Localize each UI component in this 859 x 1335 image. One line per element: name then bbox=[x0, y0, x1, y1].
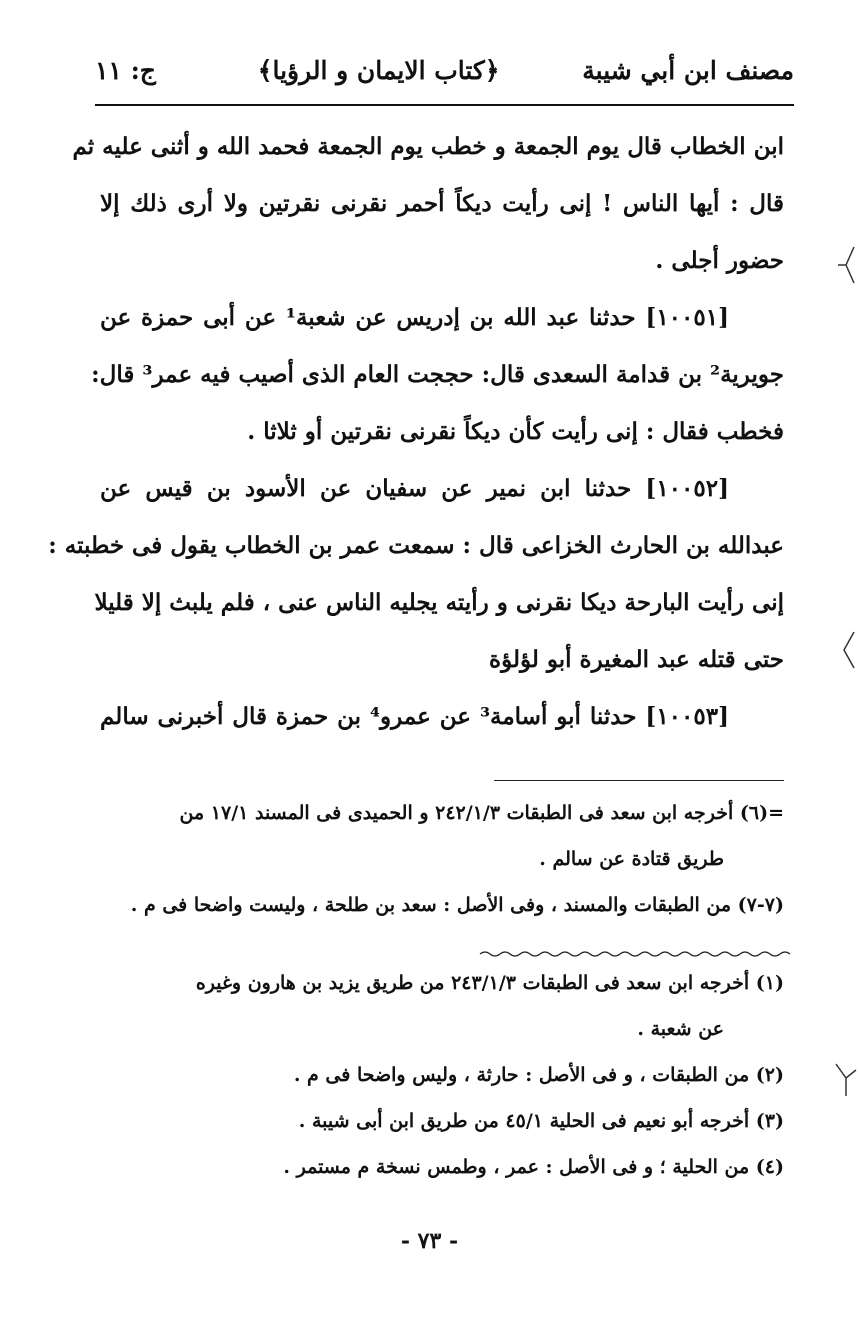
volume-number: ج: ١١ bbox=[95, 55, 156, 85]
margin-mark-icon bbox=[834, 630, 859, 670]
footnotes-previous bbox=[70, 790, 784, 928]
body-line: إنى رأيت البارحة ديكا نقرنى و رأيته يجليه الناس عنى ، فلم يلبث إلا قليلا bbox=[94, 589, 784, 616]
body-line-record-10051: [١٠٠٥١] حدثنا عبد الله بن إدريس عن شعبة¹ عن أبى حمزة عن bbox=[100, 304, 729, 331]
footnote-line: (١) أخرجه ابن سعد فى الطبقات ٢٤٣/١/٣ من طريق يزيد بن هارون وغيره bbox=[195, 972, 784, 994]
footnote-line: =(٦) أخرجه ابن سعد فى الطبقات ٢٤٢/١/٣ و الحميدى فى المسند ١٧/١ من bbox=[179, 802, 784, 824]
section-title: ﴿كتاب الايمان و الرؤيا﴾ bbox=[257, 55, 500, 85]
margin-mark-icon bbox=[834, 245, 859, 285]
body-line: قال : أيها الناس ! إنى رأيت ديكاً أحمر نقرنى نقرتين ولا أرى ذلك إلا bbox=[100, 190, 784, 217]
wavy-separator bbox=[480, 950, 790, 958]
body-line: ابن الخطاب قال يوم الجمعة و خطب يوم الجمعة فحمد الله و أثنى عليه ثم bbox=[72, 133, 784, 160]
header-rule bbox=[95, 104, 794, 106]
footnote-line: (٧-٧) من الطبقات والمسند ، وفى الأصل : سعد بن طلحة ، وليست واضحا فى م . bbox=[130, 894, 784, 916]
running-header bbox=[95, 42, 794, 98]
body-line: عبدالله بن الحارث الخزاعى قال : سمعت عمر بن الخطاب يقول فى خطبته : bbox=[48, 532, 784, 559]
body-text bbox=[48, 118, 784, 745]
body-line-record-10053: [١٠٠٥٣] حدثنا أبو أسامة³ عن عمرو⁴ بن حمزة قال أخبرنى سالم bbox=[100, 703, 729, 730]
margin-mark-icon bbox=[832, 1060, 858, 1100]
footnote-line: (٢) من الطبقات ، و فى الأصل : حارثة ، وليس واضحا فى م . bbox=[293, 1064, 784, 1086]
body-line: فخطب فقال : إنى رأيت كأن ديكاً نقرنى نقرتين أو ثلاثا . bbox=[247, 418, 784, 445]
footnote-line: طريق قتادة عن سالم . bbox=[539, 848, 724, 870]
footnote-rule bbox=[494, 780, 784, 781]
body-line-record-10052: [١٠٠٥٢] حدثنا ابن نمير عن سفيان عن الأسود بن قيس عن bbox=[100, 475, 729, 502]
footnote-line: (٣) أخرجه أبو نعيم فى الحلية ٤٥/١ من طريق ابن أبى شيبة . bbox=[298, 1110, 784, 1132]
body-line: جويرية² بن قدامة السعدى قال: حججت العام الذى أصيب فيه عمر³ قال: bbox=[91, 361, 784, 388]
footnote-line: عن شعبة . bbox=[637, 1018, 724, 1040]
footnote-line: (٤) من الحلية ؛ و فى الأصل : عمر ، وطمس نسخة م مستمر . bbox=[283, 1156, 784, 1178]
footnotes-current bbox=[70, 960, 784, 1190]
page-number: - ٧٣ - bbox=[400, 1228, 459, 1254]
body-line: حضور أجلى . bbox=[655, 247, 784, 274]
book-title: مصنف ابن أبي شيبة bbox=[582, 55, 794, 85]
body-line: حتى قتله عبد المغيرة أبو لؤلؤة bbox=[489, 646, 784, 673]
